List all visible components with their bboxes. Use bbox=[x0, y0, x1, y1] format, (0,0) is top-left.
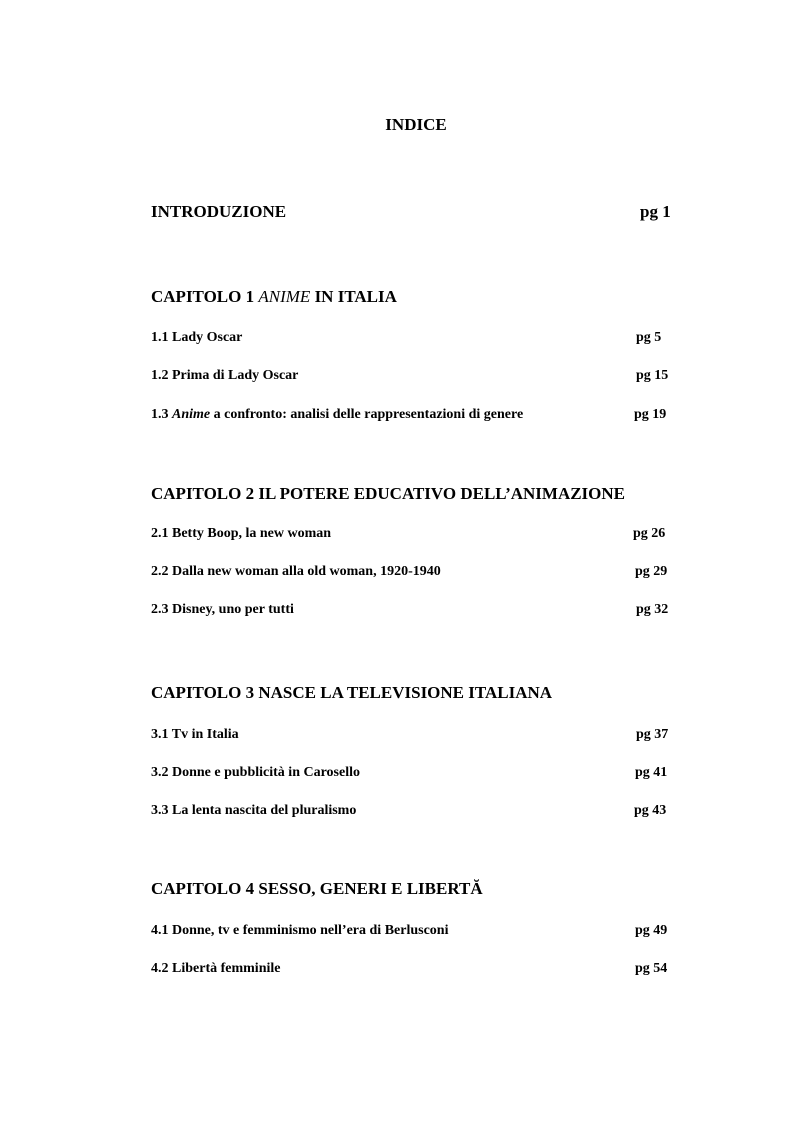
toc-entry-1-3-prefix: 1.3 bbox=[151, 407, 172, 422]
toc-entry-label: 4.2 Libertà femminile bbox=[151, 961, 281, 976]
toc-entry-page: pg 26 bbox=[633, 526, 666, 541]
toc-entry-page: pg 32 bbox=[636, 602, 669, 617]
toc-entry-label: 4.1 Donne, tv e femminismo nell’era di Berlusconi bbox=[151, 923, 449, 938]
toc-entry-1-3-italic: Anime bbox=[172, 407, 211, 422]
toc-entry-page: pg 54 bbox=[635, 961, 668, 976]
toc-entry-page: pg 29 bbox=[635, 564, 668, 579]
chapter-1-italic: ANIME bbox=[258, 287, 311, 306]
toc-intro-page: pg 1 bbox=[640, 202, 671, 221]
toc-entry-label: 3.1 Tv in Italia bbox=[151, 727, 239, 742]
toc-intro-label: INTRODUZIONE bbox=[151, 202, 287, 221]
toc-entry-page: pg 37 bbox=[636, 727, 669, 742]
chapter-4-title: CAPITOLO 4 SESSO, GENERI E LIBERTĂ bbox=[151, 879, 483, 898]
toc-entry-label: 1.2 Prima di Lady Oscar bbox=[151, 368, 299, 383]
toc-entry-label: 3.2 Donne e pubblicità in Carosello bbox=[151, 765, 360, 780]
toc-entry-label: 2.3 Disney, uno per tutti bbox=[151, 602, 294, 617]
toc-entry-page: pg 41 bbox=[635, 765, 668, 780]
toc-entry-page: pg 15 bbox=[636, 368, 669, 383]
toc-entry-label: 2.1 Betty Boop, la new woman bbox=[151, 526, 332, 541]
toc-entry-label: 1.1 Lady Oscar bbox=[151, 330, 243, 345]
toc-entry-label: 2.2 Dalla new woman alla old woman, 1920-1940 bbox=[151, 564, 441, 579]
toc-entry-page: pg 5 bbox=[636, 330, 662, 345]
toc-entry-page: pg 19 bbox=[634, 407, 667, 422]
toc-entry-page: pg 49 bbox=[635, 923, 668, 938]
chapter-1-suffix: IN ITALIA bbox=[310, 287, 397, 306]
toc-entry-label: 3.3 La lenta nascita del pluralismo bbox=[151, 803, 357, 818]
page-title: INDICE bbox=[385, 115, 447, 134]
toc-entry-page: pg 43 bbox=[634, 803, 667, 818]
chapter-2-title: CAPITOLO 2 IL POTERE EDUCATIVO DELL’ANIMAZIONE bbox=[151, 484, 626, 503]
chapter-1-prefix: CAPITOLO 1 bbox=[151, 287, 259, 306]
chapter-3-title: CAPITOLO 3 NASCE LA TELEVISIONE ITALIANA bbox=[151, 683, 553, 702]
toc-entry-1-3-suffix: a confronto: analisi delle rappresentazioni di genere bbox=[210, 407, 524, 422]
